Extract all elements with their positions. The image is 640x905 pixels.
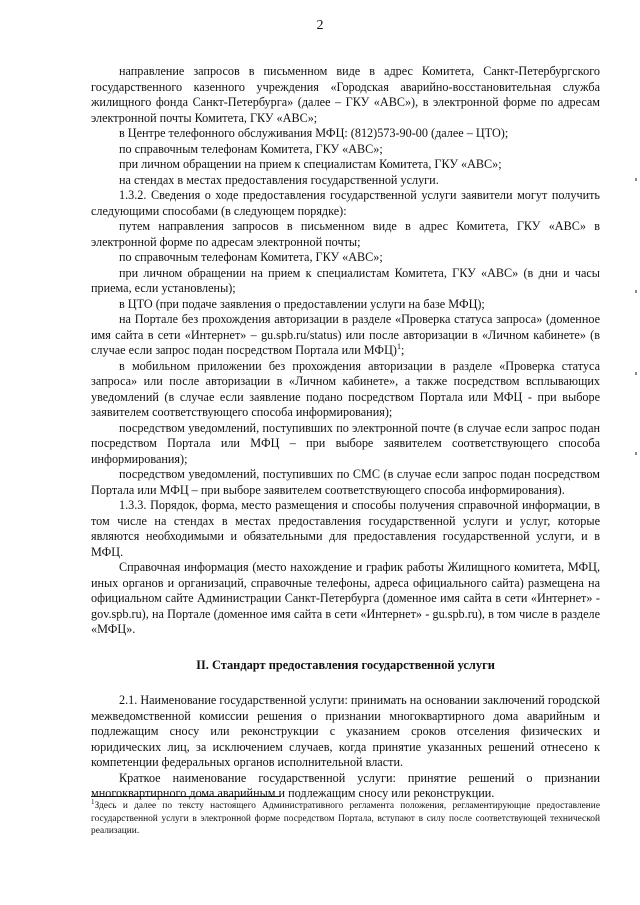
paragraph: направление запросов в письменном виде в адрес Комитета, Санкт-Петербургского государственного казенного учреждения «Городская аварийно-восстановительная служба жилищного фонда Санкт-Петербурга» (далее – ГКУ «АВС»), в электронной форме по адресам электронной почты Комитета, ГКУ «АВС»;	[91, 64, 600, 125]
paragraph-with-footnote-ref	[91, 312, 600, 359]
paragraph: при личном обращении на прием к специалистам Комитета, ГКУ «АВС»;	[119, 157, 502, 171]
paragraph: по справочным телефонам Комитета, ГКУ «АВС»;	[119, 141, 383, 156]
paragraph: посредством уведомлений, поступивших по электронной почте (в случае если запрос подан посредством Портала или МФЦ – при выборе заявителем соответствующего способа информирования);	[91, 420, 600, 466]
footnote-divider	[91, 796, 281, 797]
page-number: 2	[316, 18, 324, 33]
paragraph: в мобильном приложении без прохождения авторизации в разделе «Проверка статуса запроса» или после авторизации в «Личном кабинете», а также посредством всплывающих уведомлений (в случае если заявление подано посредством Портала или МФЦ - при выборе заявителем соответствующего способа информирования);	[91, 358, 600, 419]
paragraph: по справочным телефонам Комитета, ГКУ «АВС»;	[119, 250, 383, 264]
paragraph-text: на Портале без прохождения авторизации в разделе «Проверка статуса запроса» (доменное имя сайта в сети «Интернет» – gu.spb.ru/status) или после авторизации в «Личном кабинете» (в случае если запрос подан посредством Портала или МФЦ)	[91, 312, 600, 357]
footnote-marker: 1	[91, 797, 95, 806]
footnote	[91, 797, 600, 838]
paragraph: на стендах в местах предоставления государственной услуги.	[119, 172, 439, 187]
footnote-reference: 1	[396, 341, 401, 351]
paragraph: в Центре телефонного обслуживания МФЦ: (812)573-90-00 (далее – ЦТО);	[119, 126, 509, 140]
paragraph: путем направления запросов в письменном виде в адрес Комитета, ГКУ «АВС» в электронной форме по адресам электронной почты;	[91, 219, 600, 249]
body-text	[91, 64, 600, 802]
margin-mark	[635, 290, 637, 293]
paragraph: в ЦТО (при подаче заявления о предоставлении услуги на базе МФЦ);	[119, 296, 485, 311]
paragraph-text-end: ;	[400, 343, 405, 357]
paragraph: Краткое наименование государственной услуги: принятие решений о признании многоквартирного дома аварийным и подлежащим сносу или реконструкции.	[91, 770, 600, 800]
margin-mark	[635, 178, 637, 181]
paragraph: посредством уведомлений, поступивших по СМС (в случае если запрос подан посредством Портала или МФЦ – при выборе заявителем соответствующего способа информирования).	[91, 467, 600, 497]
margin-mark	[635, 372, 637, 375]
footnote-text: Здесь и далее по тексту настоящего Административного регламента положения, регламентирующие предоставление государственной услуги в электронной форме посредством Портала, вступают в силу после соответствующей технической реализации.	[91, 801, 600, 836]
paragraph: 2.1. Наименование государственной услуги: принимать на основании заключений городской межведомственной комиссии решения о признании многоквартирного дома аварийным и подлежащим сносу или реконструкции с указанием сроков отселения физических и юридических лиц, за исключением случаев, когда принятие указанных решений отнесено к компетенции федеральных органов исполнительной власти.	[91, 693, 600, 769]
paragraph: 1.3.2. Сведения о ходе предоставления государственной услуги заявители могут получить следующими способами (в следующем порядке):	[91, 188, 600, 218]
section-heading: II. Стандарт предоставления государственной услуги	[196, 657, 495, 672]
paragraph: 1.3.3. Порядок, форма, место размещения и способы получения справочной информации, в том числе на стендах в местах предоставления государственной услуги и услуг, которые являются необходимыми и обязательными для предоставления государственной услуги, и в МФЦ.	[91, 498, 600, 559]
margin-mark	[635, 452, 637, 455]
paragraph: при личном обращении на прием к специалистам Комитета, ГКУ «АВС» (в дни и часы приема, если установлены);	[91, 265, 600, 295]
paragraph: Справочная информация (место нахождение и график работы Жилищного комитета, МФЦ, иных органов и организаций, справочные телефоны, адреса официального сайта) размещена на официальном сайте Администрации Санкт-Петербурга (доменное имя сайта в сети «Интернет» - gov.spb.ru), на Портале (доменное имя сайта в сети «Интернет» - gu.spb.ru), в том числе в разделе «МФЦ».	[91, 560, 600, 636]
